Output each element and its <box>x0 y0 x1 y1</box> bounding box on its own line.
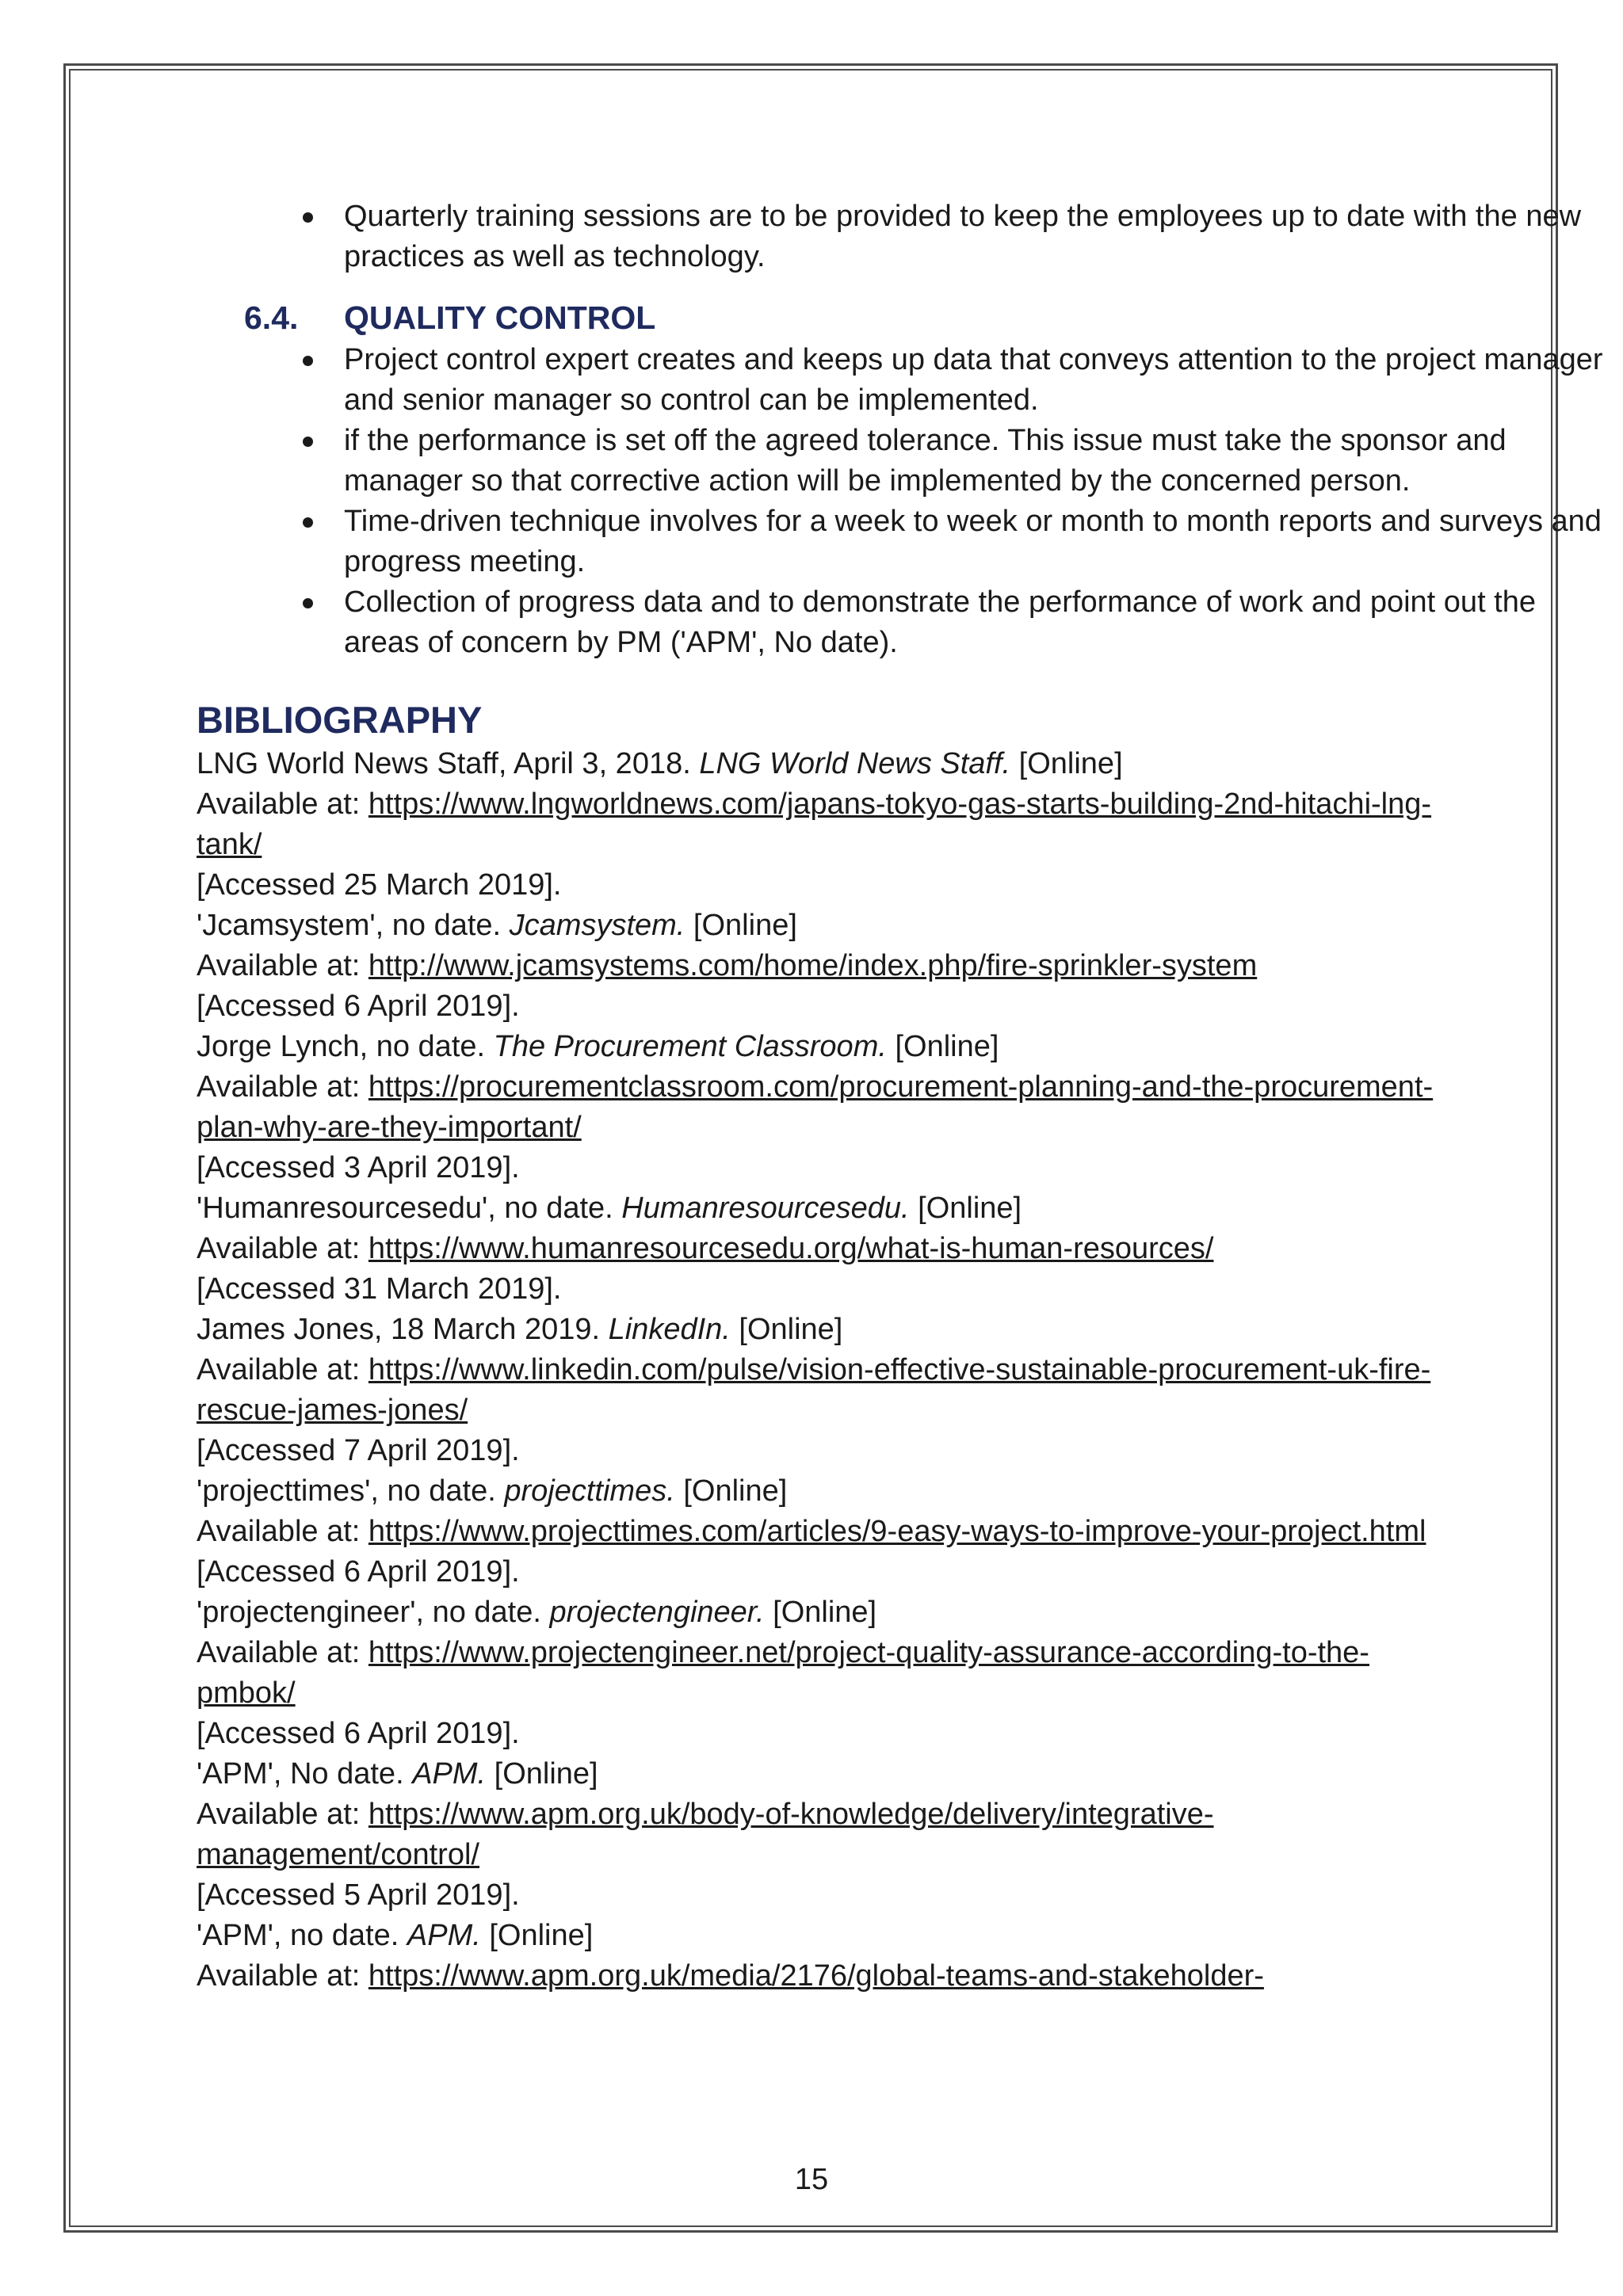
entry-title: projecttimes. <box>504 1474 675 1508</box>
entry-url-link[interactable]: https://www.humanresourcesedu.org/what-is-human-resources/ <box>368 1232 1214 1265</box>
bibliography-entry <box>197 1188 1441 1310</box>
bibliography-entry <box>197 1471 1441 1592</box>
available-prefix: Available at: <box>197 949 369 982</box>
entry-accessed: [Accessed 7 April 2019]. <box>197 1434 520 1467</box>
bibliography-entry <box>197 1592 1441 1754</box>
entry-title: LNG World News Staff. <box>699 747 1011 780</box>
entry-online: [Online] <box>909 1192 1022 1225</box>
entry-accessed: [Accessed 3 April 2019]. <box>197 1151 520 1184</box>
entry-citation <box>197 1027 1441 1067</box>
entry-title: Jcamsystem. <box>509 909 685 942</box>
bibliography-entry <box>197 1916 1441 1997</box>
bullet-item: Project control expert creates and keeps up data that conveys attention to the project manager and senior manager so control can be implemented. <box>344 340 1612 421</box>
entry-title: Humanresourcesedu. <box>621 1192 910 1225</box>
entry-online: [Online] <box>480 1919 594 1952</box>
entry-url-link[interactable]: https://www.apm.org.uk/media/2176/global-teams-and-stakeholder- <box>368 1959 1264 1993</box>
entry-citation <box>197 906 1441 946</box>
entry-title: The Procurement Classroom. <box>493 1030 887 1063</box>
entry-online: [Online] <box>674 1474 788 1508</box>
entry-citation <box>197 1592 1441 1633</box>
available-prefix: Available at: <box>197 1515 369 1548</box>
available-prefix: Available at: <box>197 1636 369 1669</box>
entry-online: [Online] <box>886 1030 999 1063</box>
entry-author: Jorge Lynch, no date. <box>197 1030 494 1063</box>
entry-accessed: [Accessed 5 April 2019]. <box>197 1878 520 1912</box>
entry-available <box>197 1067 1441 1148</box>
entry-url-link[interactable]: https://www.apm.org.uk/body-of-knowledge/delivery/integrative-management/control/ <box>197 1798 1214 1871</box>
page-content <box>197 196 1603 1997</box>
entry-title: projectengineer. <box>549 1596 765 1629</box>
section-title: QUALITY CONTROL <box>344 299 656 336</box>
entry-available <box>197 1956 1441 1997</box>
bullet-item: Collection of progress data and to demonstrate the performance of work and point out the areas of concern by PM ('APM', No date). <box>344 582 1612 663</box>
entry-available <box>197 1633 1441 1714</box>
entry-title: LinkedIn. <box>608 1313 731 1346</box>
entry-url-link[interactable]: https://procurementclassroom.com/procurement-planning-and-the-procurement-plan-why-are-they-important/ <box>197 1070 1434 1144</box>
entry-citation <box>197 1916 1441 1956</box>
entry-author: 'Humanresourcesedu', no date. <box>197 1192 622 1225</box>
bibliography-heading: BIBLIOGRAPHY <box>197 699 483 741</box>
entry-url-link[interactable]: https://www.linkedin.com/pulse/vision-effective-sustainable-procurement-uk-fire-rescue-james-jones/ <box>197 1353 1431 1427</box>
entry-citation <box>197 1310 1441 1350</box>
bibliography-entry <box>197 744 1441 906</box>
entry-url-link[interactable]: https://www.projectengineer.net/project-quality-assurance-according-to-the-pmbok/ <box>197 1636 1369 1710</box>
bullet-item: Time-driven technique involves for a week to week or month to month reports and surveys and progress meeting. <box>344 502 1612 582</box>
bibliography-entry <box>197 1310 1441 1471</box>
entry-online: [Online] <box>730 1313 843 1346</box>
entry-title: APM. <box>412 1757 487 1791</box>
entry-url-link[interactable]: https://www.lngworldnews.com/japans-tokyo-gas-starts-building-2nd-hitachi-lng-tank/ <box>197 788 1432 861</box>
section-number: 6.4. <box>244 299 299 336</box>
entry-online: [Online] <box>764 1596 877 1629</box>
entry-author: 'APM', no date. <box>197 1919 407 1952</box>
entry-accessed: [Accessed 25 March 2019]. <box>197 868 562 902</box>
entry-title: APM. <box>407 1919 481 1952</box>
bibliography-list <box>197 744 1441 1997</box>
entry-available <box>197 1512 1441 1552</box>
page-number: 15 <box>794 2163 829 2196</box>
entry-online: [Online] <box>685 909 797 942</box>
entry-citation <box>197 744 1441 784</box>
entry-citation <box>197 1471 1441 1512</box>
entry-available <box>197 1794 1441 1875</box>
entry-online: [Online] <box>486 1757 598 1791</box>
bibliography-entry <box>197 1754 1441 1916</box>
available-prefix: Available at: <box>197 788 369 821</box>
entry-citation <box>197 1754 1441 1794</box>
entry-accessed: [Accessed 6 April 2019]. <box>197 1555 520 1589</box>
quality-control-bullet-list <box>197 340 1612 663</box>
entry-available <box>197 1350 1441 1431</box>
entry-accessed: [Accessed 6 April 2019]. <box>197 990 520 1023</box>
entry-available <box>197 1229 1441 1269</box>
bibliography-entry <box>197 906 1441 1027</box>
entry-online: [Online] <box>1010 747 1123 780</box>
top-bullet-list <box>197 196 1612 277</box>
entry-accessed: [Accessed 6 April 2019]. <box>197 1717 520 1750</box>
entry-available <box>197 784 1441 865</box>
entry-accessed: [Accessed 31 March 2019]. <box>197 1272 562 1306</box>
bullet-item: if the performance is set off the agreed tolerance. This issue must take the sponsor and manager so that corrective action will be implemented by the concerned person. <box>344 421 1612 502</box>
available-prefix: Available at: <box>197 1798 369 1831</box>
entry-author: 'APM', No date. <box>197 1757 413 1791</box>
entry-author: 'projecttimes', no date. <box>197 1474 505 1508</box>
entry-url-link[interactable]: http://www.jcamsystems.com/home/index.php/fire-sprinkler-system <box>368 949 1258 982</box>
entry-author: LNG World News Staff, April 3, 2018. <box>197 747 700 780</box>
entry-author: 'Jcamsystem', no date. <box>197 909 510 942</box>
entry-author: 'projectengineer', no date. <box>197 1596 550 1629</box>
bullet-item: Quarterly training sessions are to be provided to keep the employees up to date with the new practices as well as technology. <box>344 196 1612 277</box>
entry-citation <box>197 1188 1441 1229</box>
available-prefix: Available at: <box>197 1070 369 1104</box>
bibliography-entry <box>197 1027 1441 1188</box>
entry-author: James Jones, 18 March 2019. <box>197 1313 609 1346</box>
available-prefix: Available at: <box>197 1232 369 1265</box>
entry-available <box>197 946 1441 986</box>
entry-url-link[interactable]: https://www.projecttimes.com/articles/9-easy-ways-to-improve-your-project.html <box>368 1515 1426 1548</box>
available-prefix: Available at: <box>197 1353 369 1386</box>
section-heading <box>244 296 1441 340</box>
available-prefix: Available at: <box>197 1959 369 1993</box>
